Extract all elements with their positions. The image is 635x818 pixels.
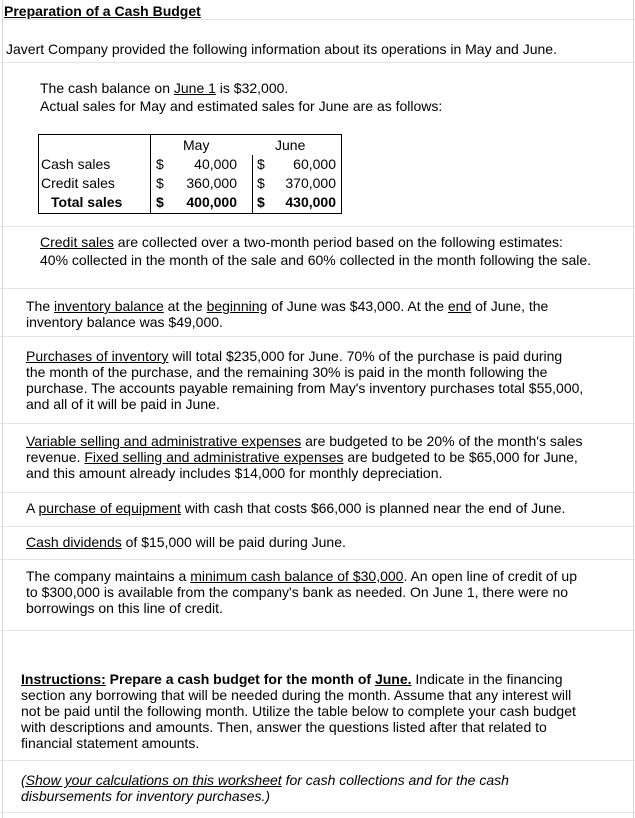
gridline-row [0, 62, 635, 63]
table-divider [150, 135, 151, 213]
inventory-paragraph [26, 298, 626, 330]
cash-balance-text [40, 80, 288, 96]
expenses-line-2b: are budgeted to be $65,000 for June, [343, 449, 578, 465]
credit-sales-june: 370,000 [285, 175, 336, 191]
minimum-cash-paragraph [26, 568, 631, 616]
instructions-line-2: section any borrowing that will be needed during the month. Assume that any interest will [21, 687, 572, 703]
gridline-row [0, 526, 635, 527]
credit-sales-link: Credit sales [40, 234, 114, 250]
inventory-line-2: inventory balance was $49,000. [26, 314, 223, 330]
purchases-line-4: and all of it will be paid in June. [26, 396, 220, 412]
cash-sales-may-symbol: $ [156, 156, 164, 172]
instructions-bold: Prepare a cash budget for the month of [105, 671, 375, 687]
total-sales-may: 400,000 [186, 194, 237, 210]
gridline-row [0, 423, 635, 424]
equipment-post: with cash that costs $66,000 is planned near the end of June. [180, 500, 566, 516]
sales-table [38, 134, 342, 214]
gridline-row [0, 226, 635, 227]
expenses-line-2a: revenue. [26, 449, 85, 465]
instructions-line-3: not be paid until the following month. Utilize the table below to complete your cash budget [21, 703, 576, 719]
total-sales-may-symbol: $ [156, 194, 164, 210]
expenses-line-1: are budgeted to be 20% of the month's sales [301, 433, 583, 449]
row-label-cash-sales: Cash sales [41, 156, 111, 172]
equipment-text [26, 500, 565, 516]
page-title: Preparation of a Cash Budget [4, 3, 201, 19]
gridline-row [0, 812, 635, 813]
credit-line-2: 40% collected in the month of the sale and 60% collected in the month following the sale. [40, 252, 592, 268]
purchases-paragraph [26, 348, 631, 412]
cash-sales-june: 60,000 [293, 156, 336, 172]
gridline-row [0, 19, 635, 20]
gridline-left [2, 0, 3, 818]
dividends-link: Cash dividends [26, 534, 122, 550]
col-header-june: June [275, 137, 306, 153]
inventory-p2: at the [163, 298, 207, 314]
show-calculations-paragraph [21, 772, 631, 804]
row-label-credit-sales: Credit sales [41, 175, 115, 191]
purchases-line-2: the month of the purchase, and the remaining 30% is paid in the month following the [26, 364, 548, 380]
inventory-end-link: end [447, 298, 472, 314]
show-line-2: disbursements for inventory purchases.) [21, 788, 270, 804]
inventory-balance-link: inventory balance [54, 298, 164, 314]
show-calculations-link: (Show your calculations on this worksheet [21, 772, 282, 788]
instructions-paragraph [21, 671, 631, 751]
instructions-line-1-rest: Indicate in the financing [411, 671, 563, 687]
gridline-row [0, 336, 635, 337]
show-line-1-rest: for cash collections and for the cash [281, 772, 509, 788]
dividends-post: of $15,000 will be paid during June. [121, 534, 346, 550]
variable-expenses-link: Variable selling and administrative expenses [26, 433, 302, 449]
instructions-line-4: with descriptions and amounts. Then, answer the questions listed after that related to [21, 719, 547, 735]
gridline-row [0, 559, 635, 560]
cash-balance-date: June 1 [173, 80, 216, 96]
minimum-line-1a: The company maintains a [26, 568, 191, 584]
row-label-total-sales: Total sales [51, 194, 123, 210]
inventory-p4: of June, the [471, 298, 549, 314]
equipment-pre: A [26, 500, 39, 516]
minimum-line-2: to $300,000 is available from the company's bank as needed. On June 1, there were no [26, 584, 569, 600]
inventory-p3: of June was $43,000. At the [267, 298, 448, 314]
intro-text: Javert Company provided the following information about its operations in May and June. [6, 41, 557, 57]
col-header-may: May [183, 137, 210, 153]
credit-sales-may: 360,000 [186, 175, 237, 191]
equipment-link: purchase of equipment [38, 500, 181, 516]
gridline-row [0, 760, 635, 761]
purchases-line-3: purchase. The accounts payable remaining from May's inventory purchases total $55,000, [26, 380, 584, 396]
credit-sales-paragraph [40, 234, 630, 268]
instructions-line-5: financial statement amounts. [21, 735, 200, 751]
purchases-line-1: will total $235,000 for June. 70% of the purchase is paid during [168, 348, 563, 364]
gridline-row [0, 492, 635, 493]
dividends-text [26, 534, 346, 550]
cash-balance-pre: The cash balance on [40, 80, 174, 96]
expenses-line-3: and this amount already includes $14,000 for monthly depreciation. [26, 465, 443, 481]
inventory-p1: The [26, 298, 55, 314]
minimum-line-1b: . An open line of credit of up [403, 568, 578, 584]
minimum-line-3: borrowings on this line of credit. [26, 600, 223, 616]
instructions-label: Instructions: [21, 671, 106, 687]
inventory-beginning-link: beginning [206, 298, 268, 314]
expenses-paragraph [26, 433, 631, 481]
total-sales-june: 430,000 [285, 194, 336, 210]
cash-balance-post: is $32,000. [215, 80, 289, 96]
total-sales-june-symbol: $ [257, 194, 265, 210]
credit-sales-may-symbol: $ [156, 175, 164, 191]
credit-line-1: are collected over a two-month period based on the following estimates: [113, 234, 563, 250]
gridline-row [0, 288, 635, 289]
instructions-june: June. [374, 671, 412, 687]
gridline-right [633, 0, 634, 818]
cash-sales-may: 40,000 [194, 156, 237, 172]
table-divider [252, 155, 253, 213]
credit-sales-june-symbol: $ [257, 175, 265, 191]
sales-intro-text: Actual sales for May and estimated sales for June are as follows: [40, 98, 443, 114]
cash-sales-june-symbol: $ [257, 156, 265, 172]
gridline-row [0, 630, 635, 631]
fixed-expenses-link: Fixed selling and administrative expenses [84, 449, 344, 465]
minimum-cash-link: minimum cash balance of $30,000 [190, 568, 404, 584]
purchases-link: Purchases of inventory [26, 348, 169, 364]
